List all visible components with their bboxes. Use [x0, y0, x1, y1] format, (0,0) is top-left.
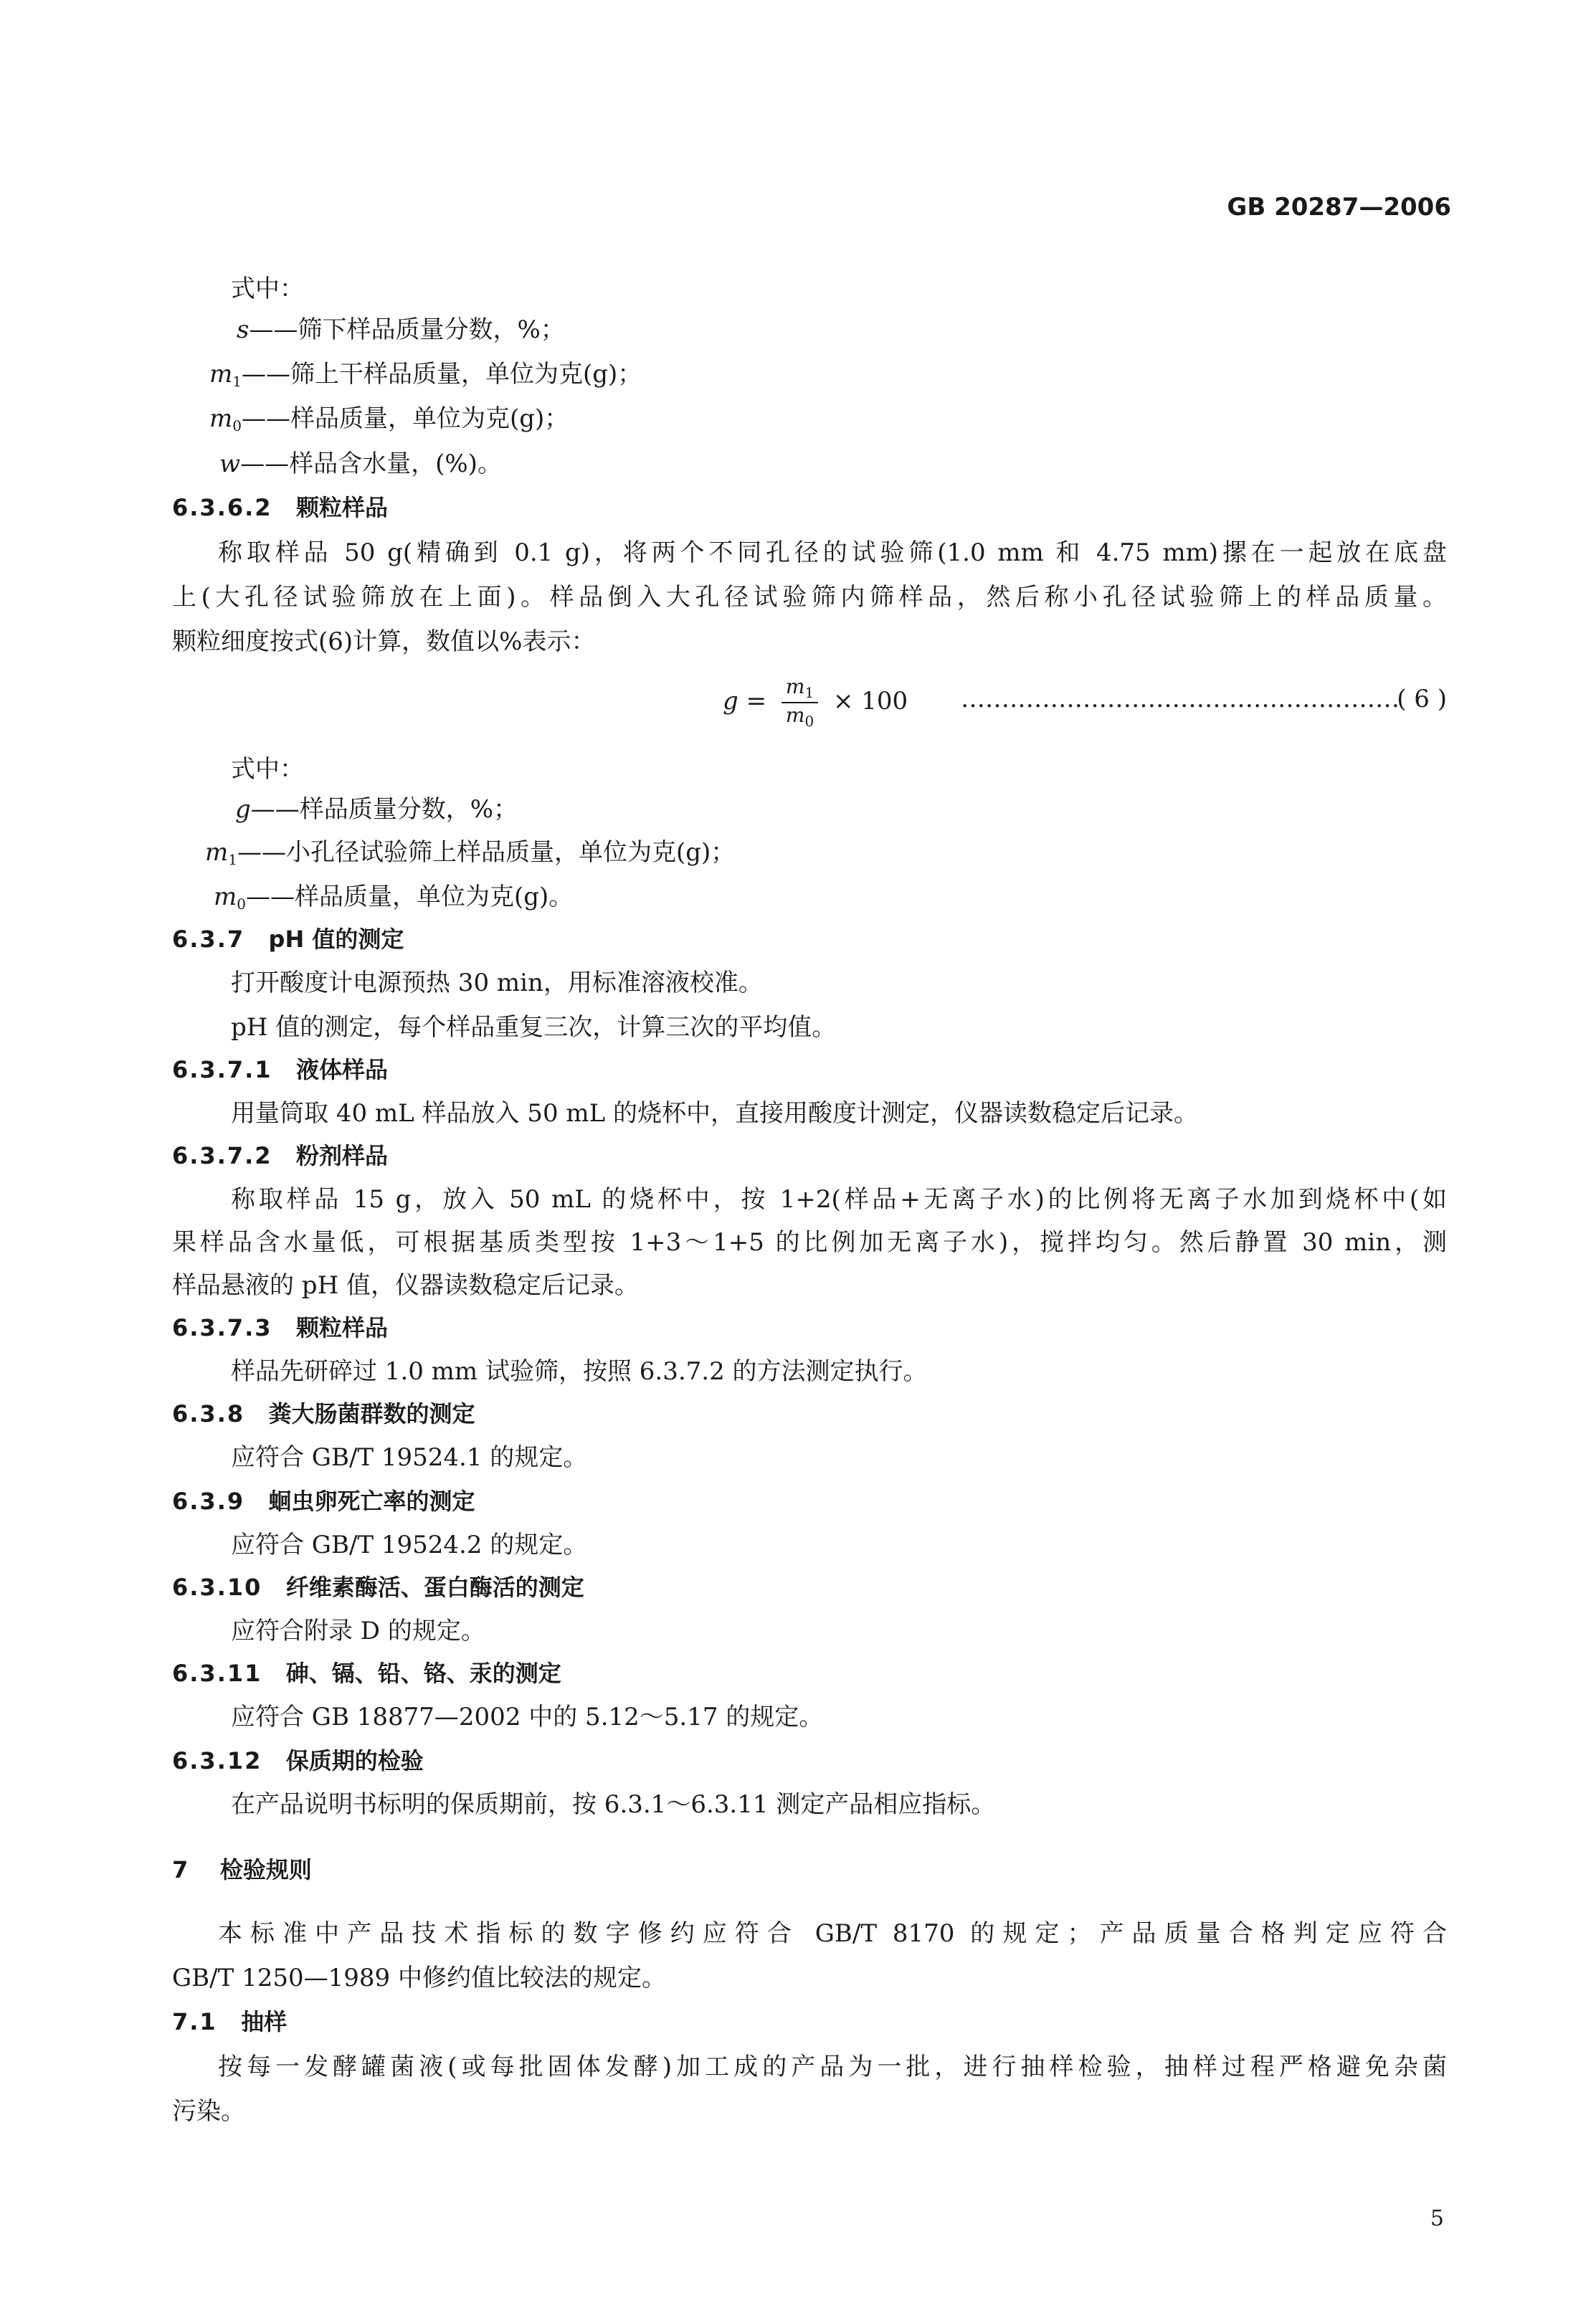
paragraph-line: 应符合 GB/T 19524.1 的规定。	[231, 1443, 588, 1472]
paragraph-line: 样品悬液的 pH 值，仪器读数稳定后记录。	[172, 1271, 640, 1300]
formula: g = $\frac{m_1}{m_0}$ × 100	[723, 675, 908, 730]
paragraph-line: 应符合 GB/T 19524.2 的规定。	[231, 1531, 588, 1559]
definition-line: $m_0——$样品质量，单位为克(g)。	[214, 883, 574, 913]
section-heading: 6.3.6.2 颗粒样品	[172, 494, 388, 521]
paragraph-line: 上(大孔径试验筛放在上面)。样品倒入大孔径试验筛内筛样品，然后称小孔径试验筛上的样品质量。	[172, 583, 1447, 612]
where-label: 式中：	[231, 755, 304, 784]
section-heading: 6.3.12 保质期的检验	[172, 1747, 424, 1774]
section-heading: 6.3.7.3 颗粒样品	[172, 1314, 388, 1341]
paragraph-line: 称取样品 50 g(精确到 0.1 g)，将两个不同孔径的试验筛(1.0 mm 和 4.75 mm)摞在一起放在底盘	[218, 538, 1447, 567]
paragraph-line: GB/T 1250—1989 中修约值比较法的规定。	[172, 1964, 666, 1992]
paragraph-line: 果样品含水量低，可根据基质类型按 1+3～1+5 的比例加无离子水)，搅拌均匀。然后静置 30 min，测	[172, 1228, 1447, 1257]
section-heading: 6.3.8 粪大肠菌群数的测定	[172, 1400, 475, 1427]
section-heading: 6.3.7.2 粉剂样品	[172, 1142, 388, 1169]
section-heading: 6.3.11 砷、镉、铅、铬、汞的测定	[172, 1660, 561, 1687]
definition-line: w——样品含水量，(%)。	[219, 450, 502, 478]
paragraph-line: 颗粒细度按式(6)计算，数值以%表示：	[172, 627, 596, 656]
paragraph-line: 应符合 GB 18877—2002 中的 5.12～5.17 的规定。	[231, 1703, 824, 1731]
paragraph-line: 样品先研碎过 1.0 mm 试验筛，按照 6.3.7.2 的方法测定执行。	[231, 1357, 928, 1386]
paragraph-line: 称取样品 15 g，放入 50 mL 的烧杯中，按 1+2(样品+无离子水)的比例将无离子水加到烧杯中(如	[231, 1185, 1447, 1214]
paragraph-line: 按每一发酵罐菌液(或每批固体发酵)加工成的产品为一批，进行抽样检验，抽样过程严格避免杂菌	[218, 2053, 1447, 2081]
paragraph-line: 污染。	[172, 2097, 245, 2126]
chapter-heading: 7 检验规则	[172, 1856, 312, 1883]
section-heading: 6.3.7.1 液体样品	[172, 1056, 388, 1083]
paragraph-line: 本标准中产品技术指标的数字修约应符合 GB/T 8170 的规定；产品质量合格判定应符合	[218, 1919, 1447, 1948]
definition-line: s——筛下样品质量分数，%；	[237, 315, 565, 344]
page-number: 5	[1430, 2206, 1444, 2231]
fraction: $\frac{m_1}{m_0}$	[782, 677, 818, 728]
paragraph-line: 打开酸度计电源预热 30 min，用标准溶液校准。	[231, 969, 763, 997]
definition-line: $m_0——$样品质量，单位为克(g)；	[209, 404, 569, 434]
formula-leader: ………………………………………………	[961, 685, 1400, 713]
definition-line: g——样品质量分数，%；	[235, 795, 518, 824]
paragraph-line: 应符合附录 D 的规定。	[231, 1617, 485, 1645]
section-heading: 7.1 抽样	[172, 2008, 288, 2035]
definition-line: $m_1——$筛上干样品质量，单位为克(g)；	[209, 360, 642, 390]
section-heading: 6.3.10 纤维素酶活、蛋白酶活的测定	[172, 1574, 584, 1601]
paragraph-line: 在产品说明书标明的保质期前，按 6.3.1～6.3.11 测定产品相应指标。	[231, 1790, 996, 1819]
section-heading: 6.3.9 蛔虫卵死亡率的测定	[172, 1488, 475, 1515]
paragraph-line: 用量筒取 40 mL 样品放入 50 mL 的烧杯中，直接用酸度计测定，仪器读数稳定后记录。	[231, 1099, 1199, 1128]
formula-number: ( 6 )	[1397, 685, 1447, 713]
definition-line: $m_1——$小孔径试验筛上样品质量，单位为克(g)；	[205, 838, 736, 868]
where-label: 式中：	[231, 275, 304, 303]
section-heading: 6.3.7 pH 值的测定	[172, 926, 404, 953]
paragraph-line: pH 值的测定，每个样品重复三次，计算三次的平均值。	[231, 1013, 837, 1042]
standard-number: GB 20287—2006	[1227, 193, 1451, 222]
